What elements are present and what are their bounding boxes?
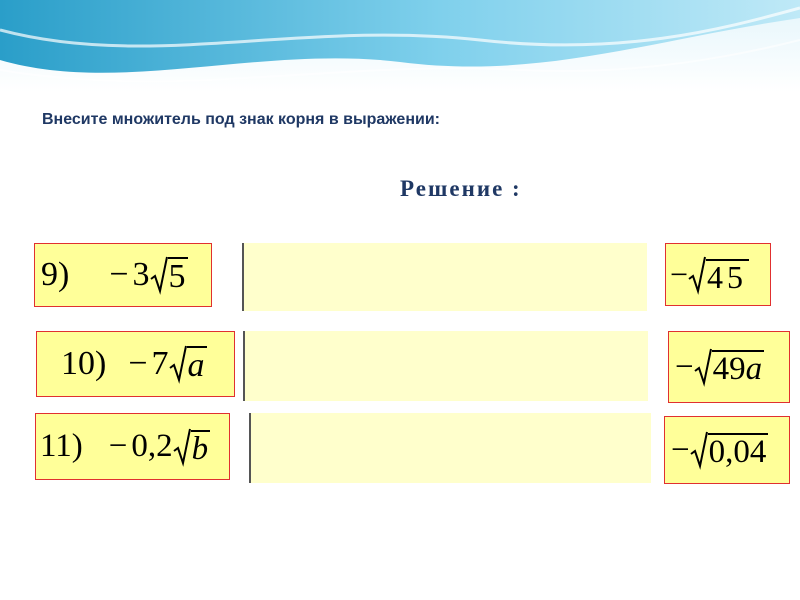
sqrt-expression [173, 427, 211, 467]
header-wave-decoration [0, 0, 800, 92]
sqrt-expression [169, 344, 207, 384]
answer-radicand: 0,04 [708, 434, 767, 471]
answer-sqrt-expression [690, 430, 769, 470]
minus-sign: − [108, 428, 128, 464]
minus-sign: − [128, 345, 148, 382]
problem-number: 10) [61, 345, 107, 382]
radicand: b [191, 430, 209, 467]
coefficient: 3 [132, 256, 150, 293]
radical-sign-icon [150, 255, 168, 295]
radical-sign-icon [173, 427, 191, 467]
problem-11-box [35, 413, 230, 480]
answer-area-11[interactable] [249, 413, 651, 483]
answer-10-box [668, 331, 790, 403]
solution-label: Решение : [400, 176, 522, 201]
answer-9-box [665, 243, 771, 306]
answer-area-9[interactable] [242, 243, 647, 311]
answer-minus-sign: − [670, 256, 689, 292]
minus-sign: − [109, 256, 129, 293]
problem-9-box [34, 243, 212, 307]
answer-minus-sign: − [675, 348, 694, 385]
answer-radicand-wrap [712, 350, 765, 387]
radical-sign-icon [688, 255, 706, 295]
radical-sign-icon [690, 430, 708, 470]
radical-sign-icon [694, 347, 712, 387]
answer-radicand: 45 [707, 258, 748, 295]
radical-sign-icon [169, 344, 187, 384]
problem-number: 9) [41, 256, 70, 293]
coefficient: 7 [151, 345, 169, 382]
problem-10-box [36, 331, 235, 397]
answer-11-box [664, 416, 790, 484]
answer-radicand: 49 [712, 351, 746, 388]
radicand: 5 [168, 258, 186, 296]
answer-minus-sign: − [671, 431, 690, 468]
problem-number: 11) [40, 428, 83, 464]
radicand: a [187, 347, 205, 385]
sqrt-expression [150, 255, 188, 295]
answer-sqrt-expression [694, 347, 765, 387]
answer-area-10[interactable] [243, 331, 648, 401]
answer-sqrt-expression [688, 255, 749, 295]
instruction-text: Внесите множитель под знак корня в выражении: [42, 111, 440, 128]
coefficient: 0,2 [131, 428, 173, 464]
answer-radicand-variable: a [745, 351, 763, 388]
